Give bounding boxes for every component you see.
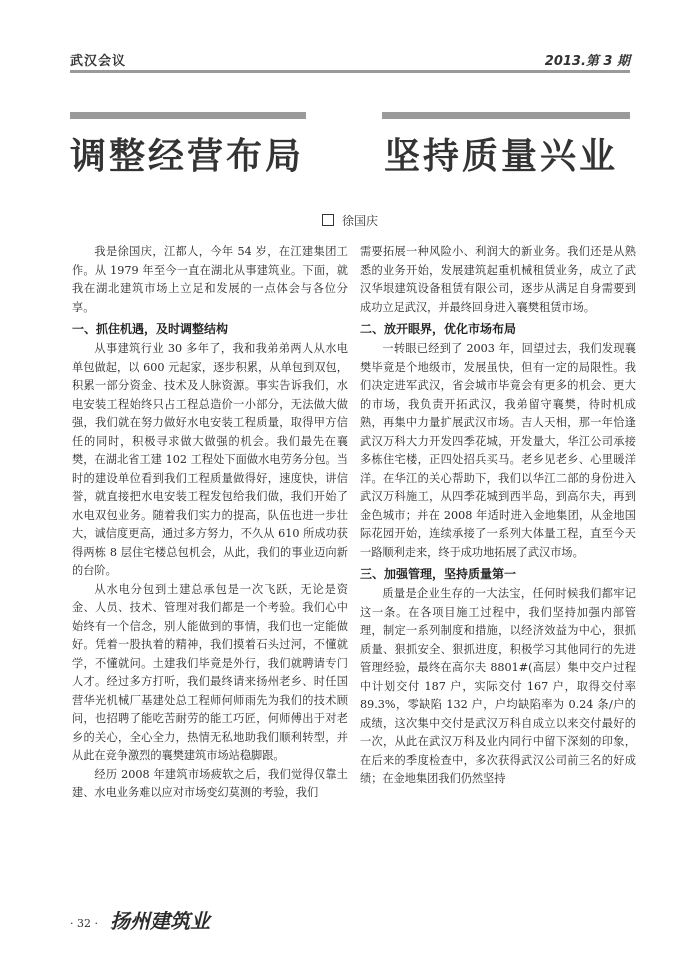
author-name: 徐国庆 [341, 214, 378, 228]
continued-paragraph: 需要拓展一种风险小、利润大的新业务。我们还是从熟悉的业务开始，发展建筑起重机械租赁业务，成立了武汉华垠建筑设备租赁有限公司，逐步从满足自身需要到成功立足武汉，并最终回身进入襄樊租赁市场。 [360, 245, 636, 314]
body-paragraph: 从水电分包到土建总承包是一次飞跃，无论是资金、人员、技术、管理对我们都是一个考验。我们心中始终有一个信念，别人能做到的事情，我们也一定能做好。凭着一股执着的精神，我们摸着石头过河，不懂就学，不懂就问。土建我们毕竟是外行，我们就聘请专门人才。经过多方打听，我们最终请来扬州老乡、时任国营华光机械厂基建处总工程师何师雨先为我们的技术顾问，也招聘了能吃苦耐劳的能工巧匠，何师傅出于对老乡的关心，全心全力，热情无私地助我们顺利转型，并从此在竞争激烈的襄樊建筑市场站稳脚跟。 [72, 582, 348, 762]
author-line [0, 212, 700, 229]
title-deco-bar-right [382, 112, 630, 119]
journal-name: 武汉会议 [70, 54, 127, 69]
section-heading-2: 二、放开眼界，优化市场布局 [360, 322, 517, 336]
right-column [360, 243, 636, 789]
magazine-logo: 扬州建筑业 [110, 909, 210, 933]
article-title-left: 调整经营布局 [70, 136, 305, 177]
header-rule [70, 70, 630, 73]
page-number: · 32 · [70, 917, 98, 930]
section-heading-1: 一、抓住机遇，及时调整结构 [72, 322, 229, 336]
body-paragraph: 经历 2008 年建筑市场疲软之后，我们觉得仅靠土建、水电业务难以应对市场变幻莫测的考验，我们 [72, 767, 348, 799]
body-paragraph: 质量是企业生存的一大法宝，任何时候我们都牢记这一条。在各项目施工过程中，我们坚持加强内部管理，制定一系列制度和措施，以经济效益为中心，狠抓质量、狠抓安全、狠抓进度，积极学习其他同行的先进管理经验，最终在高尔夫 8801#(高层）集中交户过程中计划交付 187 户，实际交付 167 户，取得交付率 89.3%，零缺陷 132 户，户均缺陷率为 0.24 条/户的成绩，这次集中交付是武汉万科自成立以来交付最好的一次，从此在武汉万科及业内同行中留下深刻的印象，在后来的季度检查中，多次获得武汉公司前三名的好成绩；在金地集团我们仍然坚持 [360, 587, 636, 785]
article-title-right: 坚持质量兴业 [384, 136, 619, 177]
issue-label: 2013.第 3 期 [544, 54, 630, 69]
intro-paragraph: 我是徐国庆，江都人，今年 54 岁，在江建集团工作。从 1979 年至今一直在湖北从事建筑业。下面，就我在湖北建筑市场上立足和发展的一点体会与各位分享。 [72, 245, 348, 314]
section-heading-3: 三、加强管理，坚持质量第一 [360, 567, 517, 581]
author-box-icon [322, 214, 334, 226]
left-column [72, 243, 348, 803]
running-header [70, 50, 630, 70]
body-paragraph: 从事建筑行业 30 多年了，我和我弟弟两人从水电单包做起，以 600 元起家，逐步积累，从单包到双包，积累一部分资金、技术及人脉资源。事实告诉我们，水电安装工程始终只占工程总造价一小部分，无法做大做强，我们就在努力做好水电安装工程质量，取得甲方信任的同时，积极寻求做大做强的机会。我们最先在襄樊，在湖北省工建 102 工程处下面做水电劳务分包。当时的建设单位看到我们工程质量做得好，速度快，讲信誉，就直接把水电安装工程发包给我们做，我们开始了水电双包业务。随着我们实力的提高，队伍也进一步壮大，诚信度更高，通过多方努力，不久从 610 所成功获得两栋 8 层住宅楼总包机会，从此，我们的事业迈向新的台阶。 [72, 342, 348, 577]
body-paragraph: 一转眼已经到了 2003 年，回望过去，我们发现襄樊毕竟是个地级市，发展虽快，但有一定的局限性。我们决定进军武汉，省会城市毕竟会有更多的机会、更大的市场，我负责开拓武汉，我弟留守襄樊，待时机成熟，再集中力量扩展武汉市场。吉人天相，那一年恰逢武汉万科大力开发四季花城，开发量大，华江公司承接多栋住宅楼，正四处招兵买马。老乡见老乡、心里暖洋洋。在华江的关心帮助下，我们以华江二部的身份进入武汉万科施工，从四季花城到西半岛，到高尔夫，再到金色城市；并在 2008 年适时进入金地集团，从金地国际花园开始，连续承接了一系列大体量工程，直至今天一路顺利走来，终于成功地拓展了武汉市场。 [360, 342, 636, 559]
title-deco-bar-left [70, 112, 306, 119]
